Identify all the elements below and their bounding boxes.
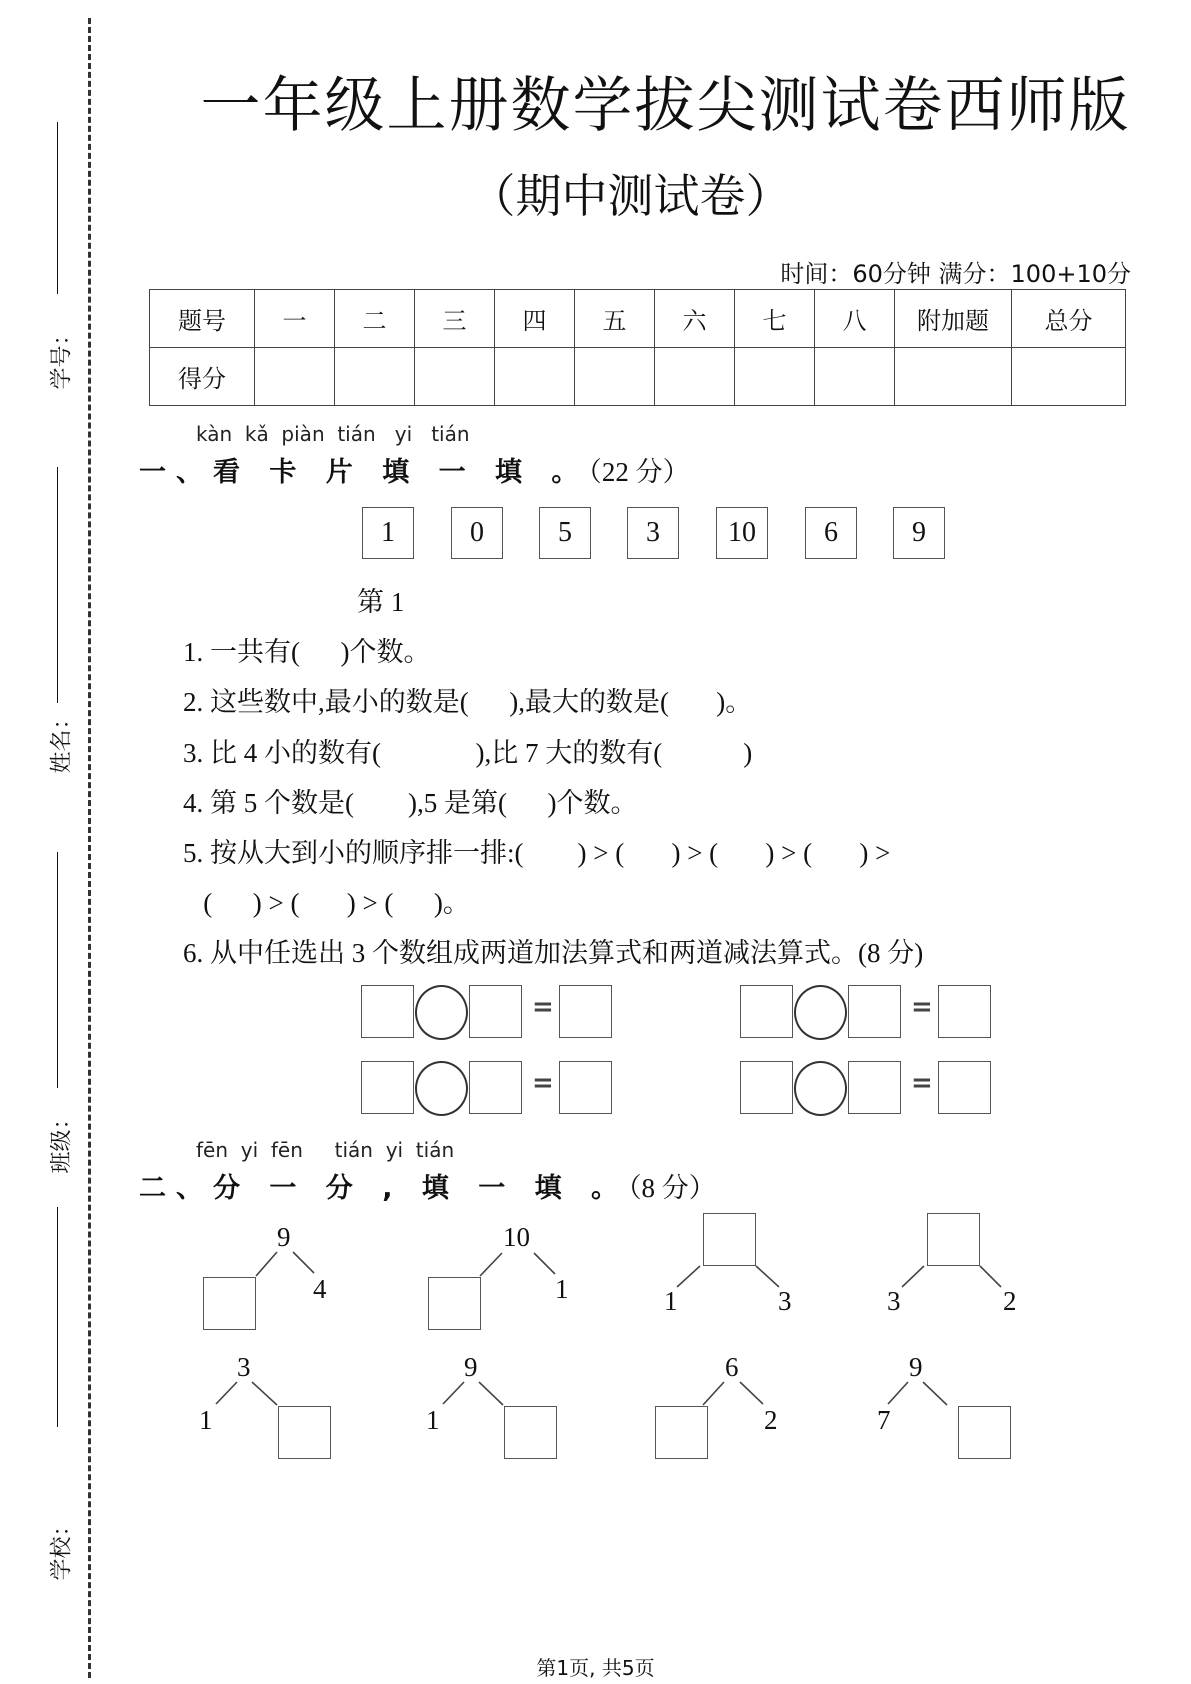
question-5: 5. 按从大到小的顺序排一排:( ) > ( ) > ( ) > ( ) > <box>183 838 891 868</box>
tree-top-number: 9 <box>909 1352 923 1382</box>
equals-sign: = <box>532 992 554 1022</box>
answer-box[interactable] <box>428 1277 481 1330</box>
question-2: 2. 这些数中,最小的数是( ),最大的数是( )。 <box>183 687 753 717</box>
exam-meta: 时间：60分钟 满分：100+10分 <box>780 260 1131 288</box>
school-label: 学校： <box>49 1514 75 1581</box>
number-card: 1 <box>362 507 414 559</box>
subtitle-text: （期中测试卷） <box>469 169 792 223</box>
tree-right-number: 1 <box>555 1274 569 1304</box>
number-card: 6 <box>805 507 857 559</box>
tree-right-number: 4 <box>313 1274 327 1304</box>
tree-top-number: 10 <box>503 1222 530 1252</box>
number-card: 3 <box>627 507 679 559</box>
question-5-continued: ( ) > ( ) > ( )。 <box>183 888 470 918</box>
title-text: 一年级上册数学拔尖测试卷西师版 <box>200 71 1131 141</box>
answer-box[interactable] <box>927 1213 980 1266</box>
name-label: 姓名： <box>49 707 75 774</box>
tree-top-number: 9 <box>277 1222 291 1252</box>
tree-left-number: 3 <box>887 1286 901 1316</box>
number-card: 5 <box>539 507 591 559</box>
number-card: 0 <box>451 507 503 559</box>
tree-top-number: 3 <box>237 1352 251 1382</box>
header-cell: 六 <box>655 290 735 348</box>
tree-top-number: 9 <box>464 1352 478 1382</box>
tree-left-number: 1 <box>664 1286 678 1316</box>
tree-right-number: 2 <box>1003 1286 1017 1316</box>
header-cell: 总分 <box>1012 290 1126 348</box>
header-cell: 八 <box>815 290 895 348</box>
section1-title: 一、看 卡 片 填 一 填 。 <box>139 457 589 488</box>
number-card: 9 <box>893 507 945 559</box>
question-3: 3. 比 4 小的数有( ),比 7 大的数有( ) <box>183 738 753 768</box>
section1-points: （22 分） <box>588 457 690 487</box>
question-6: 6. 从中任选出 3 个数组成两道加法算式和两道减法算式。(8 分) <box>183 938 924 968</box>
question-1: 1. 一共有( )个数。 <box>183 637 431 667</box>
answer-box[interactable] <box>504 1406 557 1459</box>
header-cell: 一 <box>255 290 335 348</box>
section1-note: 第 1 <box>357 587 405 617</box>
section2-points: （8 分） <box>628 1173 716 1203</box>
section1-pinyin: kàn kǎ piàn tián yi tián <box>196 422 470 446</box>
answer-box[interactable] <box>703 1213 756 1266</box>
page-number: 第1页, 共5页 <box>536 1656 655 1680</box>
header-cell: 附加题 <box>895 290 1012 348</box>
answer-box[interactable] <box>278 1406 331 1459</box>
tree-left-number: 1 <box>426 1405 440 1435</box>
question-4: 4. 第 5 个数是( ),5 是第( )个数。 <box>183 788 638 818</box>
header-cell: 题号 <box>150 290 255 348</box>
header-cell: 三 <box>415 290 495 348</box>
tree-right-number: 2 <box>764 1405 778 1435</box>
equals-sign: = <box>911 1068 933 1098</box>
class-label: 班级： <box>49 1107 75 1174</box>
tree-left-number: 7 <box>877 1405 891 1435</box>
score-row-label: 得分 <box>150 348 255 406</box>
answer-box[interactable] <box>958 1406 1011 1459</box>
equals-sign: = <box>911 992 933 1022</box>
tree-top-number: 6 <box>725 1352 739 1382</box>
header-cell: 四 <box>495 290 575 348</box>
tree-left-number: 1 <box>199 1405 213 1435</box>
tree-right-number: 3 <box>778 1286 792 1316</box>
section2-title: 二、分 一 分 , 填 一 填 。 <box>139 1173 629 1204</box>
header-cell: 七 <box>735 290 815 348</box>
number-card: 10 <box>716 507 768 559</box>
answer-box[interactable] <box>203 1277 256 1330</box>
student-id-label: 学号： <box>49 323 75 390</box>
equals-sign: = <box>532 1068 554 1098</box>
header-cell: 二 <box>335 290 415 348</box>
section2-pinyin: fēn yi fēn tián yi tián <box>196 1138 455 1162</box>
answer-box[interactable] <box>655 1406 708 1459</box>
header-cell: 五 <box>575 290 655 348</box>
